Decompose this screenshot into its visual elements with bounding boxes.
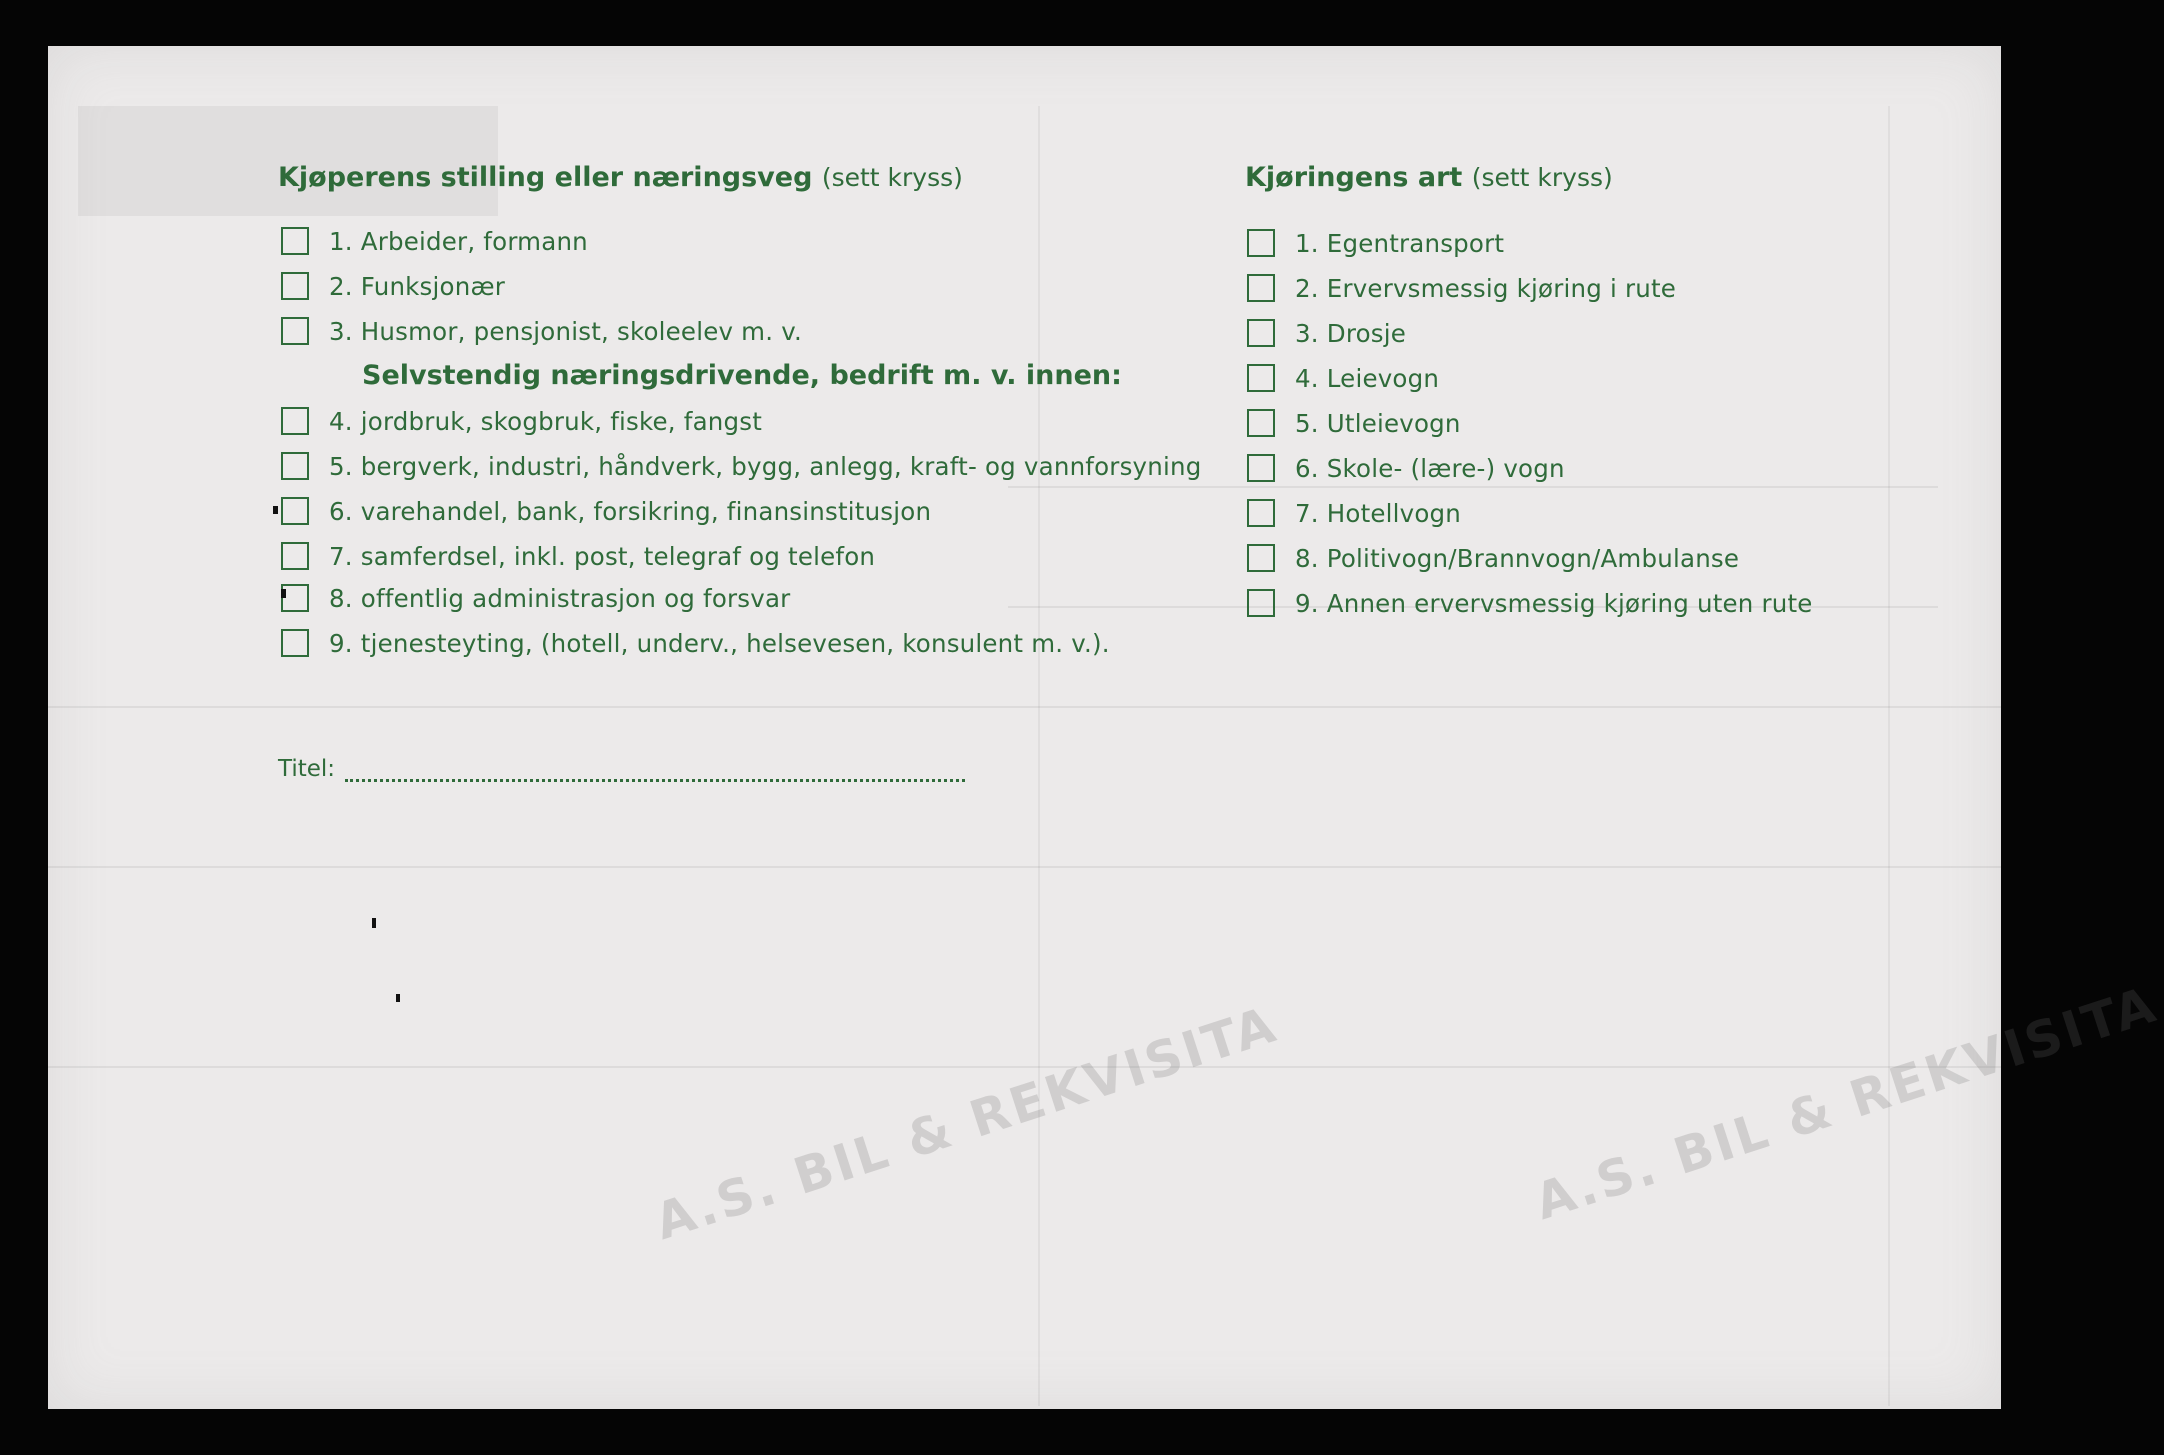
scan-mark (372, 918, 376, 928)
driving-checkbox-6[interactable] (1247, 454, 1275, 482)
driving-option-1[interactable] (1247, 226, 1504, 260)
driving-checkbox-9[interactable] (1247, 589, 1275, 617)
driving-label-1: 1. Egentransport (1295, 228, 1505, 258)
occupation-label-9: 9. tjenesteyting, (hotell, underv., helsevesen, konsulent m. v.). (329, 628, 1110, 658)
occupation-checkbox-5[interactable] (281, 452, 309, 480)
left-section-title-text: Kjøperens stilling eller næringsveg (278, 162, 813, 193)
occupation-option-6[interactable] (281, 494, 931, 528)
driving-option-5[interactable] (1247, 406, 1461, 440)
scan-mark (396, 994, 400, 1002)
title-field-line[interactable] (345, 773, 965, 782)
right-section-title-text: Kjøringens art (1245, 162, 1463, 193)
self-employed-subheading: Selvstendig næringsdrivende, bedrift m. v. innen: (362, 360, 1122, 391)
occupation-label-4: 4. jordbruk, skogbruk, fiske, fangst (329, 406, 763, 436)
occupation-option-8[interactable] (281, 581, 790, 615)
driving-label-4: 4. Leievogn (1295, 363, 1440, 393)
occupation-option-2[interactable] (281, 269, 505, 303)
driving-checkbox-4[interactable] (1247, 364, 1275, 392)
bleed-through-line (48, 1066, 2001, 1068)
occupation-checkbox-4[interactable] (281, 407, 309, 435)
occupation-label-2: 2. Funksjonær (329, 271, 505, 301)
driving-checkbox-7[interactable] (1247, 499, 1275, 527)
occupation-checkbox-3[interactable] (281, 317, 309, 345)
left-section-hint: (sett kryss) (821, 163, 963, 192)
driving-option-7[interactable] (1247, 496, 1461, 530)
bleed-through-column (1888, 106, 1890, 1406)
driving-label-5: 5. Utleievogn (1295, 408, 1461, 438)
form-sheet (48, 46, 2164, 1409)
driving-option-8[interactable] (1247, 541, 1739, 575)
occupation-label-7: 7. samferdsel, inkl. post, telegraf og telefon (329, 541, 876, 571)
driving-option-4[interactable] (1247, 361, 1439, 395)
driving-checkbox-3[interactable] (1247, 319, 1275, 347)
occupation-label-1: 1. Arbeider, formann (329, 226, 588, 256)
bleed-through-box (78, 106, 498, 216)
driving-checkbox-8[interactable] (1247, 544, 1275, 572)
title-field[interactable] (278, 756, 965, 782)
stamp-right: A.S. BIL & REKVISITA (1528, 975, 2164, 1232)
driving-checkbox-5[interactable] (1247, 409, 1275, 437)
scan-mark (281, 589, 286, 598)
driving-checkbox-2[interactable] (1247, 274, 1275, 302)
occupation-option-3[interactable] (281, 314, 802, 348)
bleed-through-column (1038, 106, 1040, 1406)
bleed-through-line (48, 866, 2001, 868)
driving-label-7: 7. Hotellvogn (1295, 498, 1462, 528)
occupation-label-8: 8. offentlig administrasjon og forsvar (329, 583, 791, 613)
occupation-checkbox-9[interactable] (281, 629, 309, 657)
driving-option-2[interactable] (1247, 271, 1676, 305)
driving-option-9[interactable] (1247, 586, 1813, 620)
occupation-option-1[interactable] (281, 224, 588, 258)
driving-label-2: 2. Ervervsmessig kjøring i rute (1295, 273, 1677, 303)
driving-label-8: 8. Politivogn/Brannvogn/Ambulanse (1295, 543, 1740, 573)
occupation-checkbox-7[interactable] (281, 542, 309, 570)
occupation-checkbox-1[interactable] (281, 227, 309, 255)
stamp-left: A.S. BIL & REKVISITA (648, 995, 1285, 1252)
right-section-hint: (sett kryss) (1471, 163, 1613, 192)
occupation-label-3: 3. Husmor, pensjonist, skoleelev m. v. (329, 316, 802, 346)
right-section-title (1245, 162, 1613, 193)
occupation-option-5[interactable] (281, 449, 1201, 483)
driving-option-6[interactable] (1247, 451, 1565, 485)
occupation-checkbox-6[interactable] (281, 497, 309, 525)
occupation-option-9[interactable] (281, 626, 1110, 660)
driving-option-3[interactable] (1247, 316, 1406, 350)
bleed-through-line (48, 706, 2001, 708)
driving-label-6: 6. Skole- (lære-) vogn (1295, 453, 1565, 483)
occupation-option-4[interactable] (281, 404, 762, 438)
occupation-checkbox-2[interactable] (281, 272, 309, 300)
occupation-label-5: 5. bergverk, industri, håndverk, bygg, anlegg, kraft- og vannforsyning (329, 451, 1202, 481)
driving-checkbox-1[interactable] (1247, 229, 1275, 257)
occupation-label-6: 6. varehandel, bank, forsikring, finansinstitusjon (329, 496, 932, 526)
occupation-option-7[interactable] (281, 539, 875, 573)
scan-mark (273, 506, 278, 514)
left-section-title (278, 162, 963, 193)
bleed-through-line (1008, 486, 1938, 488)
title-field-label: Titel: (278, 756, 336, 782)
driving-label-3: 3. Drosje (1295, 318, 1406, 348)
driving-label-9: 9. Annen ervervsmessig kjøring uten rute (1295, 588, 1813, 618)
